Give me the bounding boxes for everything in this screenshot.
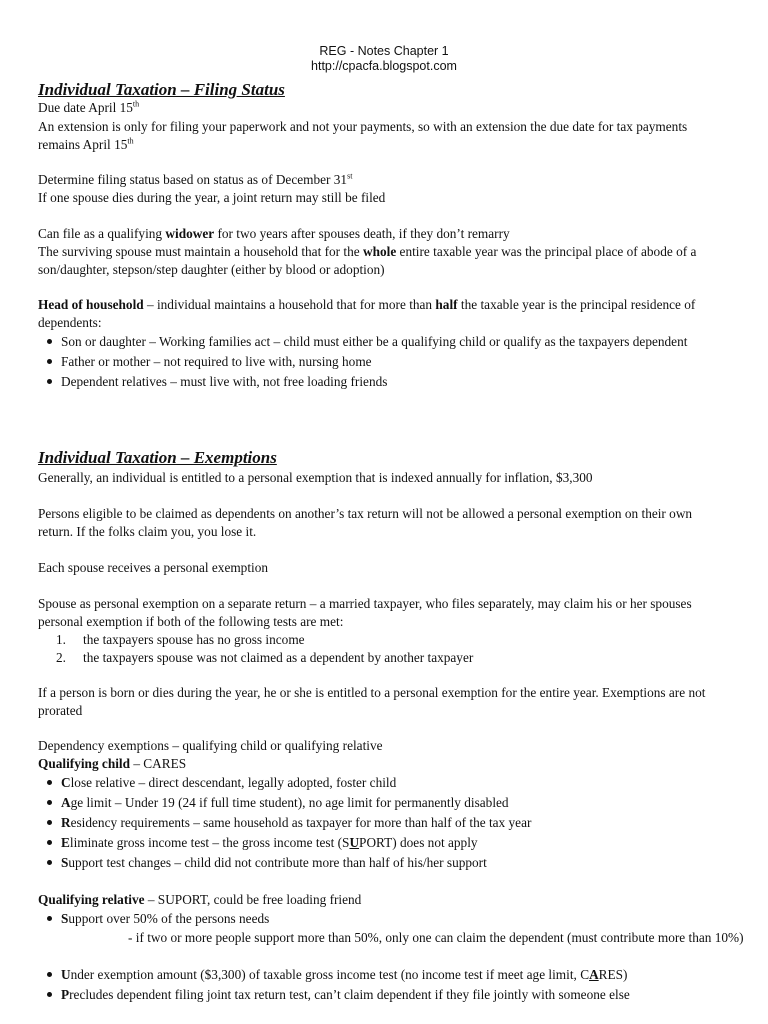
head-of-household-paragraph: Head of household – individual maintains a household that for more than half the taxable year is the principal residence of dependents: — [38, 297, 696, 330]
surviving-spouse-paragraph: The surviving spouse must maintain a household that for the whole entire taxable year was the principal place of abode of a son/daughter, stepson/step daughter (either by blood or adoption) — [38, 244, 697, 277]
hoh-list — [44, 333, 734, 391]
list-item: Father or mother – not required to live with, nursing home — [44, 353, 734, 371]
list-item: Precludes dependent filing joint tax return test, can’t claim dependent if they file jointly with someone else — [44, 986, 734, 1004]
spouse-dies-line: If one spouse dies during the year, a joint return may still be filed — [38, 190, 386, 205]
list-item: Support test changes – child did not contribute more than half of his/her support — [44, 854, 734, 872]
suport-list — [44, 910, 734, 928]
doc-header-title: REG - Notes Chapter 1 — [319, 44, 449, 58]
list-item: 1. the taxpayers spouse has no gross income — [56, 632, 305, 647]
cares-list — [44, 774, 734, 872]
suport-sub-note: - if two or more people support more than 50%, only one can claim the dependent (must contribute more than 10%) — [128, 930, 744, 945]
list-item: Son or daughter – Working families act – child must either be a qualifying child or qualify as the taxpayers dependent — [44, 333, 734, 351]
determine-status-line: Determine filing status based on status as of December 31st — [38, 171, 353, 187]
list-item: 2. the taxpayers spouse was not claimed as a dependent by another taxpayer — [56, 650, 474, 665]
list-item: Support over 50% of the persons needs — [44, 910, 734, 928]
generally-line: Generally, an individual is entitled to a personal exemption that is indexed annually for inflation, $3,300 — [38, 470, 593, 485]
qualifying-child-line: Qualifying child – CARES — [38, 756, 187, 771]
section-heading-exemptions: Individual Taxation – Exemptions — [38, 448, 277, 467]
tests-list — [56, 631, 736, 667]
qualifying-relative-line: Qualifying relative – SUPORT, could be free loading friend — [38, 892, 362, 907]
born-dies-paragraph: If a person is born or dies during the year, he or she is entitled to a personal exemption for the entire year. Exemptions are not prorated — [38, 685, 706, 718]
list-item: Residency requirements – same household as taxpayer for more than half of the tax year — [44, 814, 734, 832]
each-spouse-line: Each spouse receives a personal exemption — [38, 560, 269, 575]
list-item: Age limit – Under 19 (24 if full time student), no age limit for permanently disabled — [44, 794, 734, 812]
widower-line: Can file as a qualifying widower for two years after spouses death, if they don’t remarry — [38, 226, 510, 241]
doc-header-url[interactable]: http://cpacfa.blogspot.com — [311, 59, 457, 73]
persons-eligible-paragraph: Persons eligible to be claimed as dependents on another’s tax return will not be allowed a personal exemption on their own return. If the folks claim you, you lose it. — [38, 506, 693, 539]
suport-list-continued — [44, 966, 734, 1004]
extension-paragraph: An extension is only for filing your paperwork and not your payments, so with an extension the due date for tax payments remains April 15th — [38, 119, 688, 152]
list-item: Close relative – direct descendant, legally adopted, foster child — [44, 774, 734, 792]
list-item: Eliminate gross income test – the gross income test (SUPORT) does not apply — [44, 834, 734, 852]
spouse-separate-paragraph: Spouse as personal exemption on a separate return – a married taxpayer, who files separately, may claim his or her spouses personal exemption if both of the following tests are met: — [38, 596, 692, 629]
list-item: Dependent relatives – must live with, not free loading friends — [44, 373, 734, 391]
due-date-line: Due date April 15th — [38, 99, 140, 115]
dependency-line: Dependency exemptions – qualifying child or qualifying relative — [38, 738, 383, 753]
section-heading-filing-status: Individual Taxation – Filing Status — [38, 80, 285, 99]
list-item: Under exemption amount ($3,300) of taxable gross income test (no income test if meet age limit, CARES) — [44, 966, 734, 984]
